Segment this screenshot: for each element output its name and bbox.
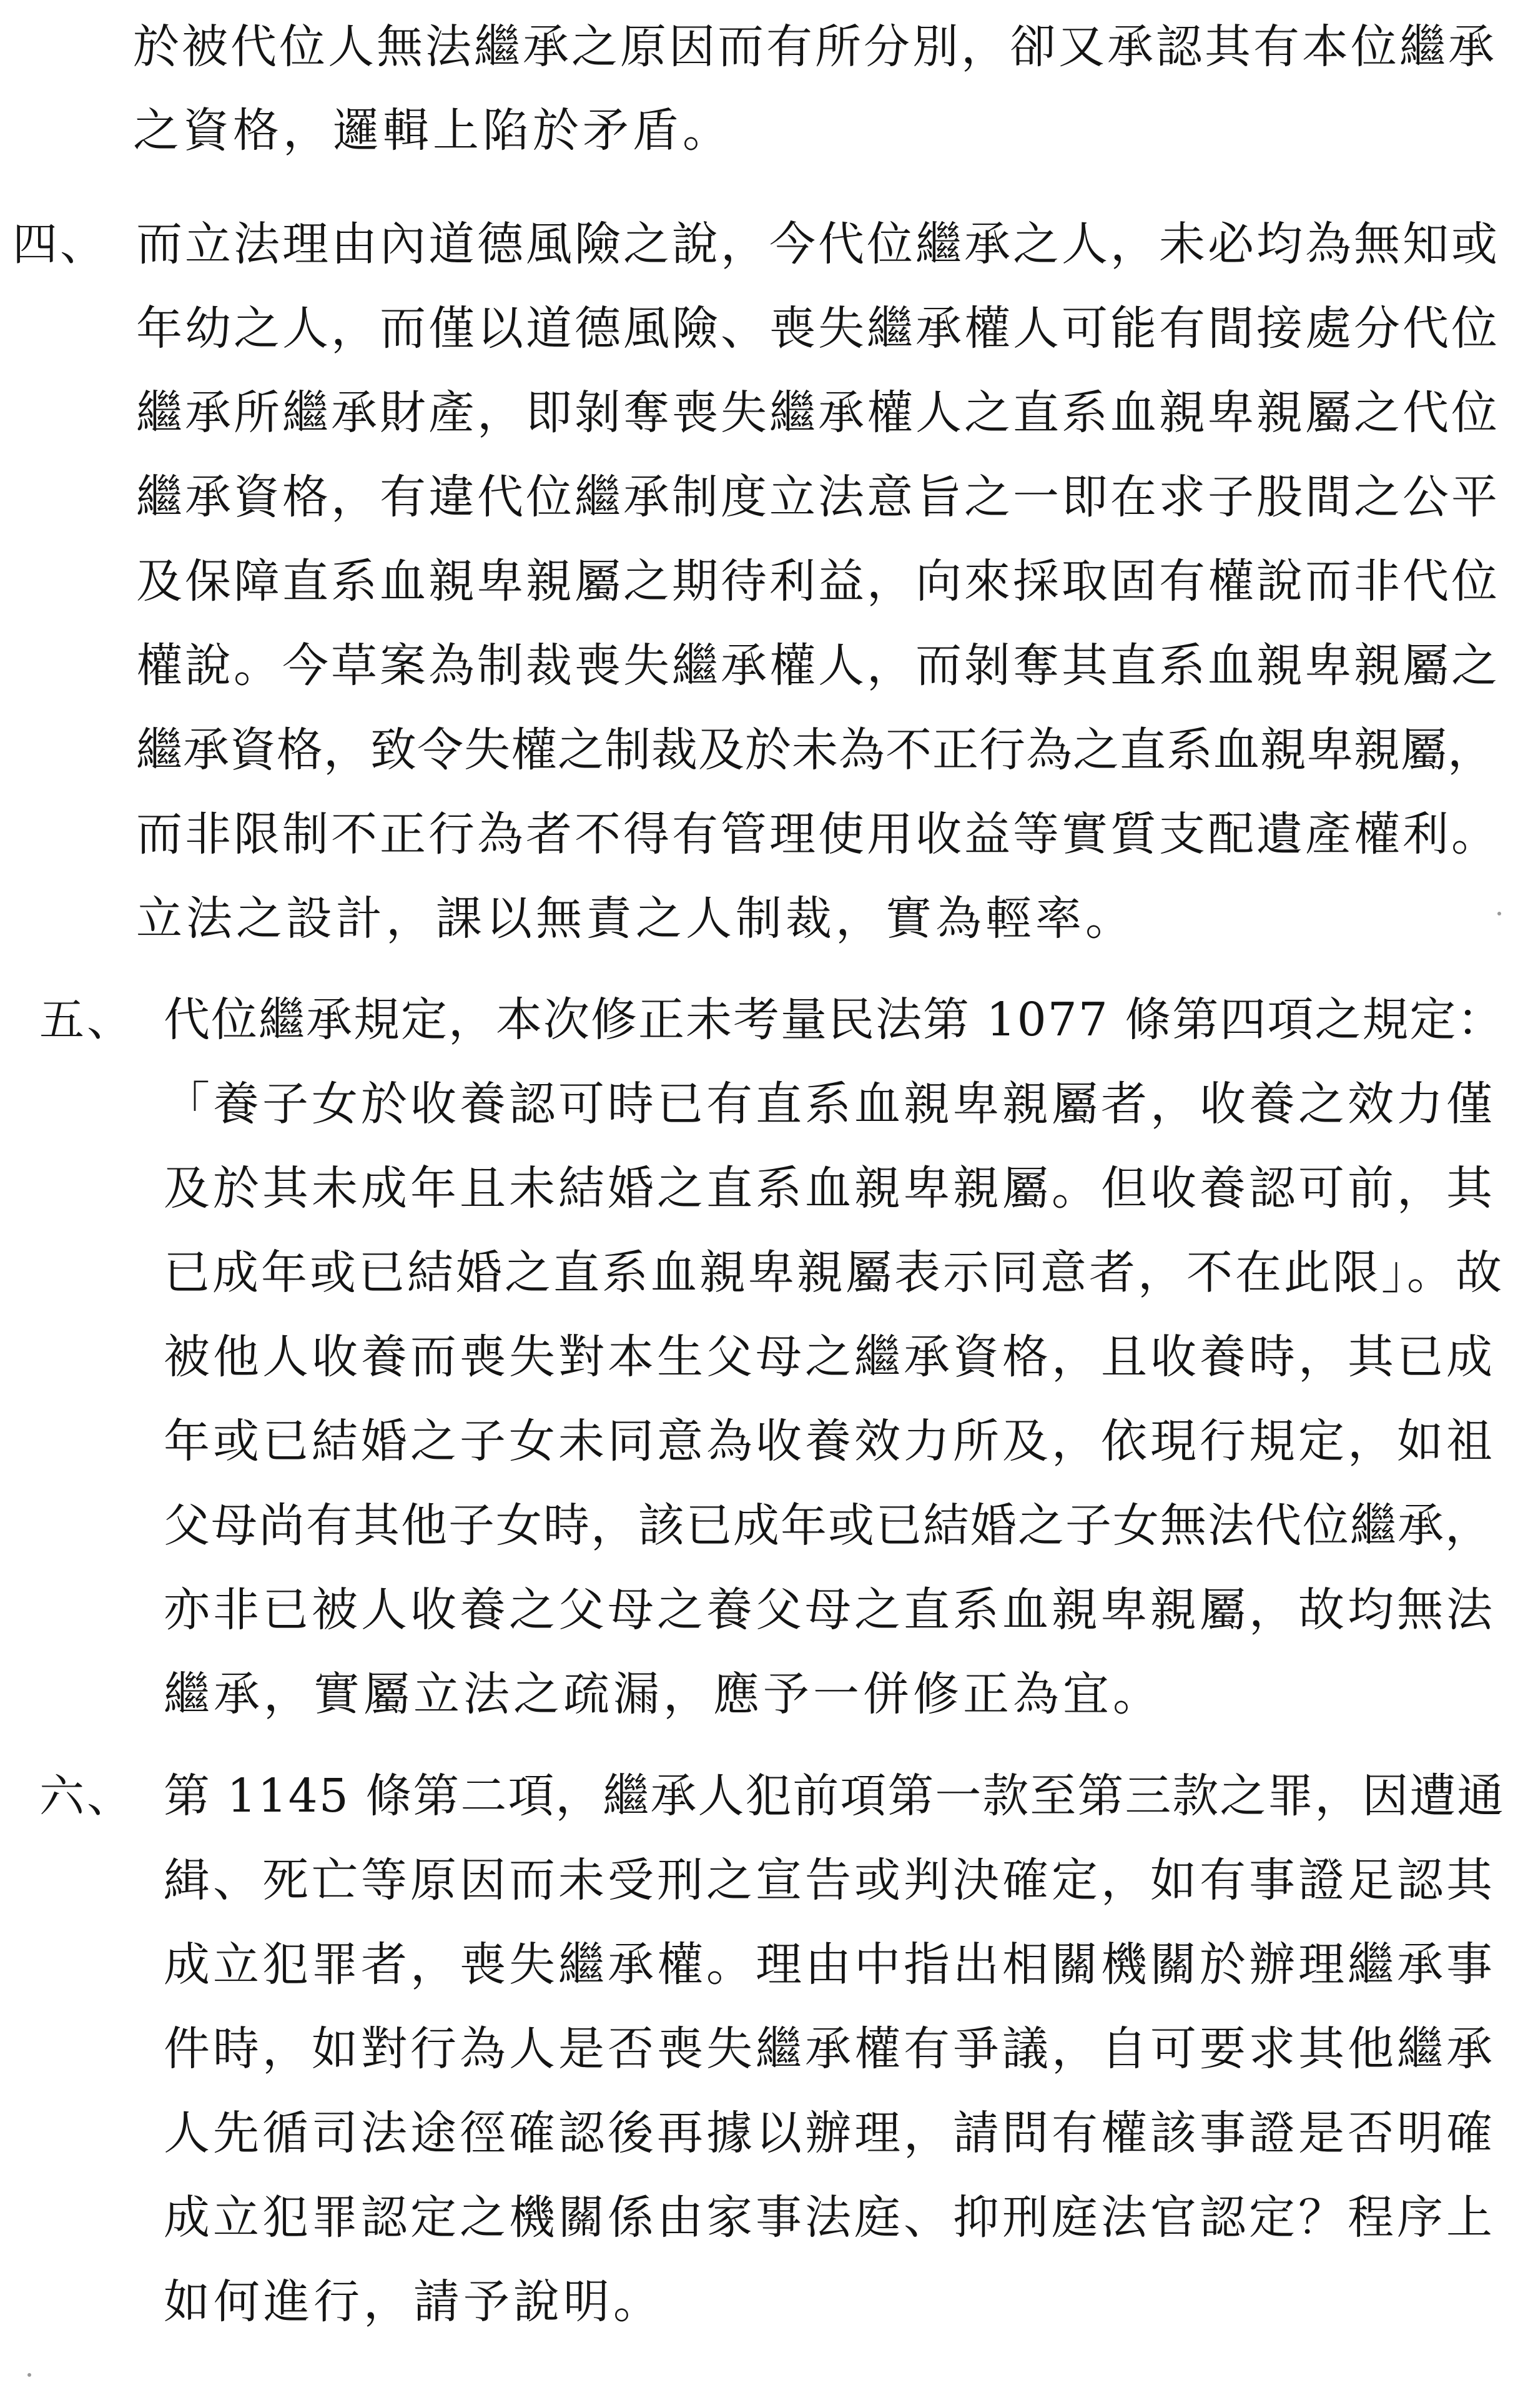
text-line: 權說。今草案為制裁喪失繼承權人，而剝奪其直系血親卑親屬之 bbox=[136, 639, 1500, 693]
text-line: 父母尚有其他子女時，該已成年或已結婚之子女無法代位繼承， bbox=[164, 1499, 1492, 1552]
text-line: 繼承資格，有違代位繼承制度立法意旨之一即在求子股間之公平 bbox=[136, 470, 1500, 524]
text-line: 繼承資格，致令失權之制裁及於未為不正行為之直系血親卑親屬， bbox=[136, 723, 1494, 777]
text-line: 繼承所繼承財產，即剝奪喪失繼承權人之直系血親卑親屬之代位 bbox=[136, 386, 1500, 440]
section-number: 五、 bbox=[39, 994, 135, 1046]
text-line: 成立犯罪認定之機關係由家事法庭、抑刑庭法官認定？程序上 bbox=[164, 2191, 1496, 2244]
text-line: 立法之設計，課以無責之人制裁，實為輕率。 bbox=[136, 892, 1135, 945]
text-line: 而非限制不正行為者不得有管理使用收益等實質支配遺產權利。 bbox=[136, 807, 1500, 861]
text-line: 成立犯罪者，喪失繼承權。理由中指出相關機關於辦理繼承事 bbox=[164, 1938, 1496, 1991]
scan-speck bbox=[27, 2373, 31, 2377]
text-line: 年或已結婚之子女未同意為收養效力所及，依現行規定，如祖 bbox=[164, 1414, 1496, 1468]
text-line: 繼承，實屬立法之疏漏，應予一併修正為宜。 bbox=[164, 1667, 1163, 1721]
text-line: 年幼之人，而僅以道德風險、喪失繼承權人可能有間接處分代位 bbox=[136, 302, 1500, 355]
scan-speck bbox=[1497, 912, 1501, 915]
text-line: 被他人收養而喪失對本生父母之繼承資格，且收養時，其已成 bbox=[164, 1330, 1496, 1384]
text-line: 「養子女於收養認可時已有直系血親卑親屬者，收養之效力僅 bbox=[164, 1077, 1496, 1131]
text-line: 於被代位人無法繼承之原因而有所分別，卻又承認其有本位繼承 bbox=[133, 20, 1497, 74]
text-line: 已成年或已結婚之直系血親卑親屬表示同意者，不在此限」。故 bbox=[164, 1246, 1504, 1300]
text-line: 代位繼承規定，本次修正未考量民法第 1077 條第四項之規定： bbox=[164, 993, 1505, 1047]
section-number: 四、 bbox=[12, 218, 108, 270]
text-line: 第 1145 條第二項，繼承人犯前項第一款至第三款之罪，因遭通 bbox=[164, 1769, 1505, 1823]
text-line: 亦非已被人收養之父母之養父母之直系血親卑親屬，故均無法 bbox=[164, 1583, 1496, 1637]
text-line: 及於其未成年且未結婚之直系血親卑親屬。但收養認可前，其 bbox=[164, 1162, 1496, 1215]
text-line: 之資格，邏輯上陷於矛盾。 bbox=[133, 104, 732, 157]
section-number: 六、 bbox=[39, 1770, 135, 1822]
text-line: 人先循司法途徑確認後再據以辦理，請問有權該事證是否明確 bbox=[164, 2106, 1496, 2160]
text-line: 件時，如對行為人是否喪失繼承權有爭議，自可要求其他繼承 bbox=[164, 2022, 1496, 2076]
text-line: 而立法理由內道德風險之說，今代位繼承之人，未必均為無知或 bbox=[136, 217, 1500, 271]
text-line: 緝、死亡等原因而未受刑之宣告或判決確定，如有事證足認其 bbox=[164, 1853, 1496, 1907]
text-line: 如何進行，請予說明。 bbox=[164, 2275, 663, 2329]
text-line: 及保障直系血親卑親屬之期待利益，向來採取固有權說而非代位 bbox=[136, 555, 1500, 608]
